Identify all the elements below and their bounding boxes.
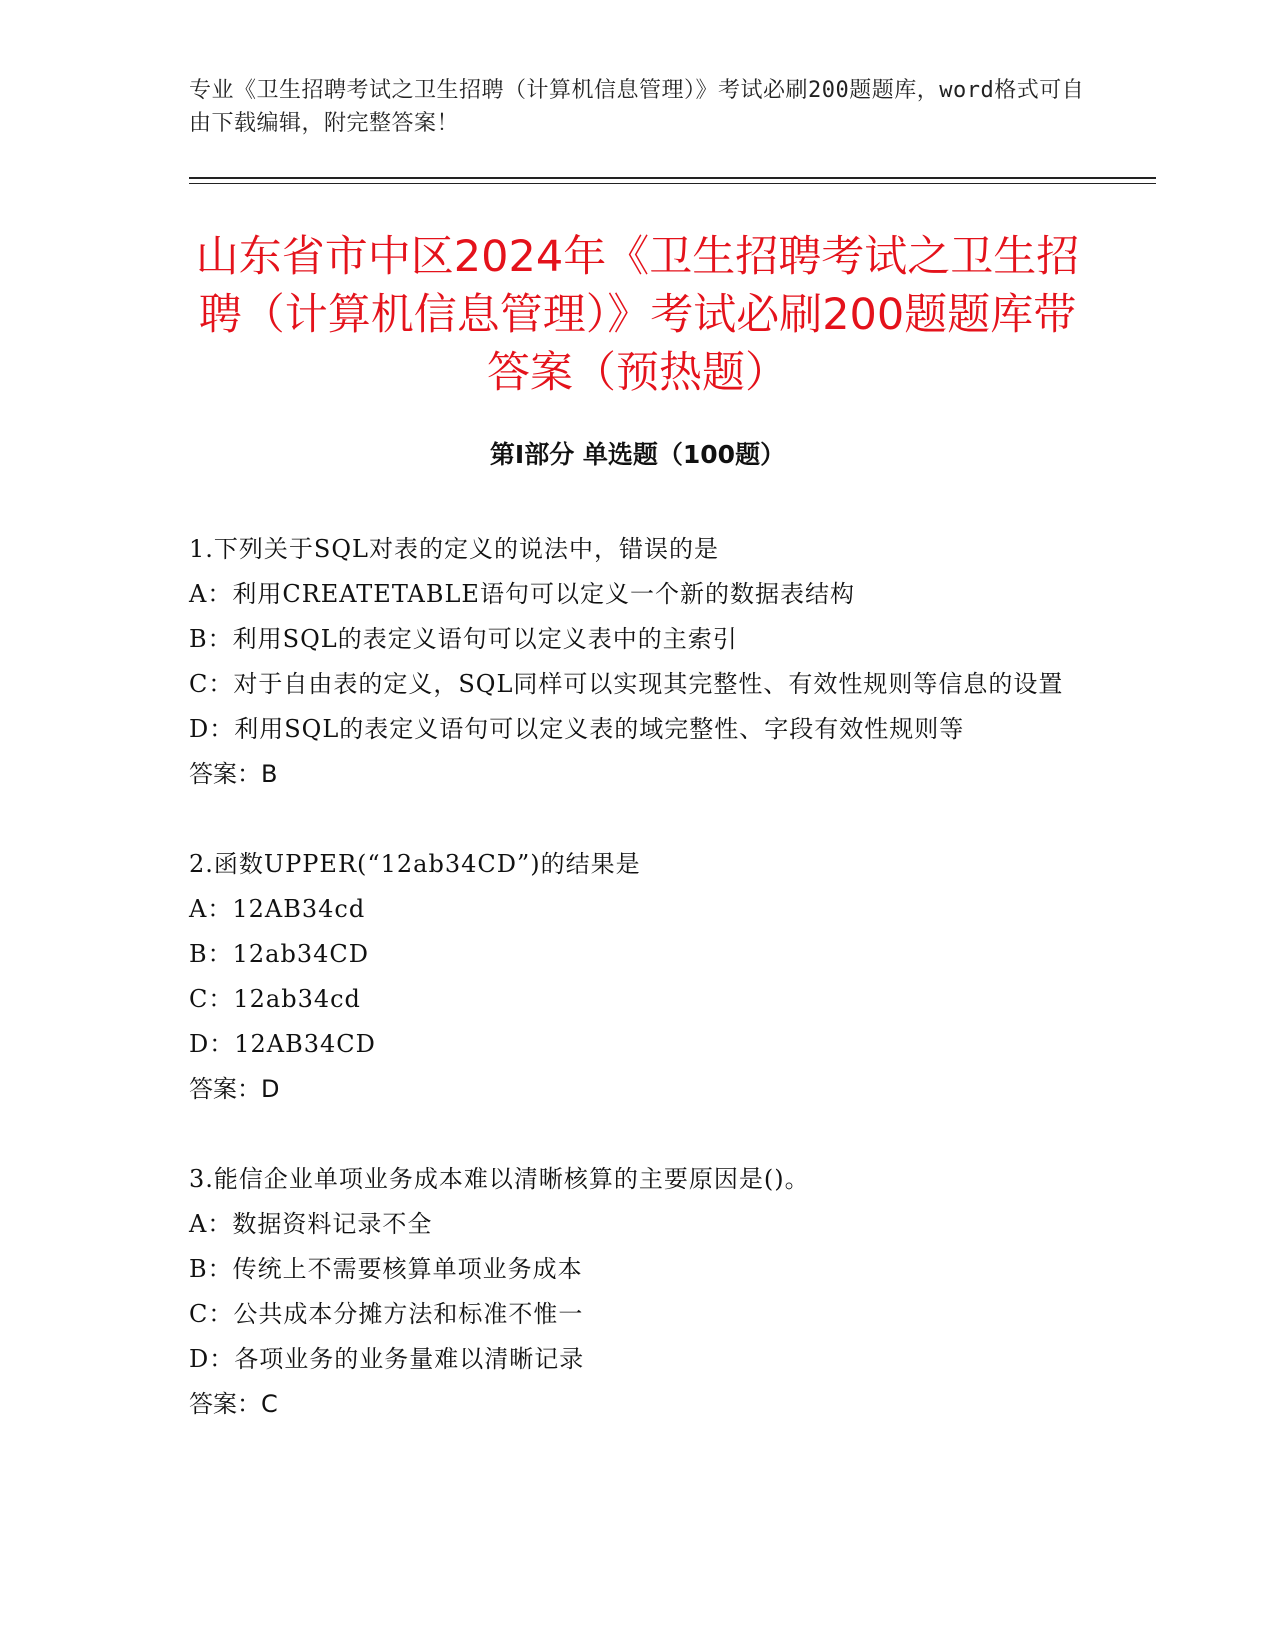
question-stem: 2.函数UPPER(“12ab34CD”)的结果是 bbox=[189, 850, 641, 878]
answer-label: 答案： bbox=[189, 760, 261, 788]
answer-value: C bbox=[261, 1390, 278, 1418]
question-list bbox=[189, 527, 1069, 1472]
answer-label: 答案： bbox=[189, 1390, 261, 1418]
option-a: A：数据资料记录不全 bbox=[189, 1210, 433, 1238]
question-1 bbox=[189, 527, 1069, 797]
option-a: A：利用CREATETABLE语句可以定义一个新的数据表结构 bbox=[189, 580, 855, 608]
document-title: 山东省市中区2024年《卫生招聘考试之卫生招聘（计算机信息管理）》考试必刷200题题库带答案（预热题） bbox=[195, 232, 1080, 398]
header-rule-thin bbox=[189, 183, 1156, 184]
answer-line bbox=[189, 1382, 1069, 1427]
option-c: C：公共成本分摊方法和标准不惟一 bbox=[189, 1300, 584, 1328]
option-c: C：对于自由表的定义，SQL同样可以实现其完整性、有效性规则等信息的设置 bbox=[189, 670, 1064, 698]
option-d: D：各项业务的业务量难以清晰记录 bbox=[189, 1345, 585, 1373]
option-b: B：12ab34CD bbox=[189, 940, 369, 968]
option-d: D：利用SQL的表定义语句可以定义表的域完整性、字段有效性规则等 bbox=[189, 715, 965, 743]
option-c: C：12ab34cd bbox=[189, 985, 361, 1013]
answer-value: B bbox=[261, 760, 278, 788]
question-2 bbox=[189, 842, 1069, 1112]
question-3 bbox=[189, 1157, 1069, 1427]
section-title: 第Ⅰ部分 单选题（100题） bbox=[489, 440, 786, 469]
question-stem: 3.能信企业单项业务成本难以清晰核算的主要原因是()。 bbox=[189, 1165, 810, 1193]
answer-label: 答案： bbox=[189, 1075, 261, 1103]
answer-line bbox=[189, 752, 1069, 797]
option-b: B：利用SQL的表定义语句可以定义表中的主索引 bbox=[189, 625, 738, 653]
question-stem: 1.下列关于SQL对表的定义的说法中，错误的是 bbox=[189, 535, 719, 563]
header-rule-thick bbox=[189, 177, 1156, 179]
answer-value: D bbox=[261, 1075, 280, 1103]
option-a: A：12AB34cd bbox=[189, 895, 366, 923]
answer-line bbox=[189, 1067, 1069, 1112]
option-d: D：12AB34CD bbox=[189, 1030, 376, 1058]
option-b: B：传统上不需要核算单项业务成本 bbox=[189, 1255, 583, 1283]
header-note: 专业《卫生招聘考试之卫生招聘（计算机信息管理）》考试必刷200题题库，word格式可自由下载编辑，附完整答案！ bbox=[189, 78, 1085, 136]
